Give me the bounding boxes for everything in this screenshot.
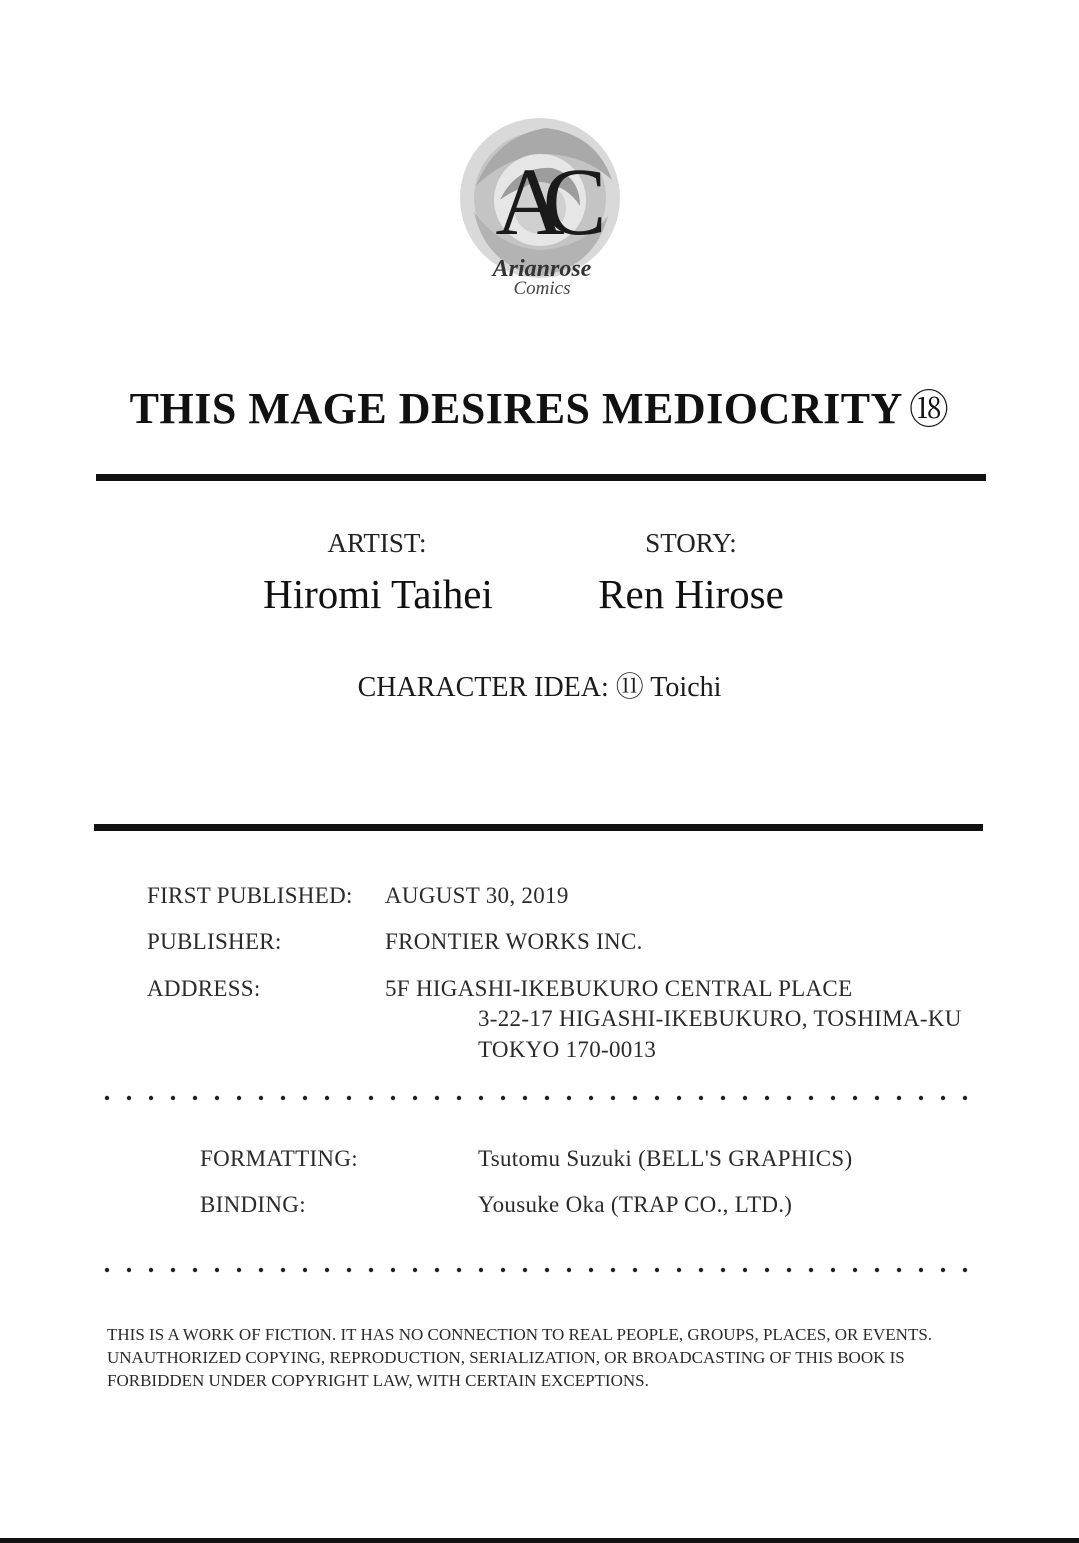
formatting-label: FORMATTING: (200, 1146, 358, 1171)
divider-dot (237, 1096, 241, 1100)
divider-dot (127, 1268, 131, 1272)
divider-dot (963, 1268, 967, 1272)
divider-dot (787, 1268, 791, 1272)
divider-dot (435, 1096, 439, 1100)
divider-dot (413, 1096, 417, 1100)
divider-dot (853, 1268, 857, 1272)
divider-dot (721, 1268, 725, 1272)
publisher-label: PUBLISHER: (147, 929, 282, 954)
divider-dot (633, 1268, 637, 1272)
bottom-edge-rule (0, 1538, 1079, 1543)
divider-dot (545, 1268, 549, 1272)
divider-dot (457, 1268, 461, 1272)
divider-dot (369, 1268, 373, 1272)
publisher-value: FRONTIER WORKS INC. (385, 929, 643, 954)
divider-dot (611, 1096, 615, 1100)
binding-label: BINDING: (200, 1192, 306, 1217)
divider-dot (743, 1096, 747, 1100)
divider-dot (303, 1096, 307, 1100)
divider-dot (567, 1096, 571, 1100)
divider-top (96, 474, 986, 481)
divider-dot (391, 1096, 395, 1100)
address-line-2: 3-22-17 HIGASHI-IKEBUKURO, TOSHIMA-KU (478, 1006, 962, 1031)
character-idea-credit: CHARACTER IDEA: ⑪ Toichi (357, 672, 722, 703)
divider-dot (501, 1096, 505, 1100)
divider-dot (897, 1268, 901, 1272)
address-label: ADDRESS: (147, 976, 261, 1001)
divider-dot (413, 1268, 417, 1272)
address-line-3: TOKYO 170-0013 (478, 1037, 657, 1062)
divider-dot (303, 1268, 307, 1272)
legal-notice-line-3: FORBIDDEN UNDER COPYRIGHT LAW, WITH CERTAIN EXCEPTIONS. (107, 1371, 649, 1390)
divider-dot (809, 1268, 813, 1272)
first-published-label: FIRST PUBLISHED: (147, 883, 353, 908)
divider-dot (523, 1268, 527, 1272)
divider-dot (369, 1096, 373, 1100)
divider-dot (347, 1096, 351, 1100)
divider-dot (699, 1096, 703, 1100)
divider-dot (655, 1268, 659, 1272)
divider-dot (281, 1096, 285, 1100)
divider-dot (215, 1096, 219, 1100)
artist-label: ARTIST: (327, 528, 427, 558)
divider-dot (655, 1096, 659, 1100)
divider-dot (193, 1096, 197, 1100)
divider-dot (699, 1268, 703, 1272)
divider-dot (479, 1268, 483, 1272)
divider-dot (919, 1268, 923, 1272)
divider-dot (677, 1096, 681, 1100)
legal-notice-line-2: UNAUTHORIZED COPYING, REPRODUCTION, SERIALIZATION, OR BROADCASTING OF THIS BOOK IS (107, 1348, 905, 1367)
divider-dot (325, 1268, 329, 1272)
divider-dot (765, 1268, 769, 1272)
logo-wordmark-arianrose: Arianrose (492, 256, 592, 282)
divider-dot (259, 1096, 263, 1100)
divider-dot (963, 1096, 967, 1100)
legal-notice (107, 1323, 1007, 1392)
divider-dot (721, 1096, 725, 1100)
first-published-value: AUGUST 30, 2019 (385, 883, 569, 908)
divider-dot (105, 1096, 109, 1100)
divider-dot (589, 1096, 593, 1100)
legal-notice-line-1: THIS IS A WORK OF FICTION. IT HAS NO CONNECTION TO REAL PEOPLE, GROUPS, PLACES, OR EVENTS. (107, 1325, 933, 1344)
divider-dot (237, 1268, 241, 1272)
divider-dot (149, 1268, 153, 1272)
divider-dot (941, 1096, 945, 1100)
formatting-value: Tsutomu Suzuki (BELL'S GRAPHICS) (478, 1146, 853, 1171)
volume-number: ⑱ (908, 387, 950, 432)
divider-dot (501, 1268, 505, 1272)
divider-dot (831, 1096, 835, 1100)
divider-dot (391, 1268, 395, 1272)
divider-dot (325, 1096, 329, 1100)
divider-dot (215, 1268, 219, 1272)
address-line-1: 5F HIGASHI-IKEBUKURO CENTRAL PLACE (385, 976, 853, 1001)
artist-name: Hiromi Taihei (263, 571, 493, 617)
divider-dot (171, 1096, 175, 1100)
divider-dot (545, 1096, 549, 1100)
divider-dot (479, 1096, 483, 1100)
arianrose-comics-logo (456, 116, 624, 302)
divider-dot (633, 1096, 637, 1100)
divider-dot (567, 1268, 571, 1272)
divider-dot (787, 1096, 791, 1100)
divider-dot (919, 1096, 923, 1100)
divider-dot (105, 1268, 109, 1272)
divider-dot (765, 1096, 769, 1100)
divider-dot (127, 1096, 131, 1100)
divider-dot (611, 1268, 615, 1272)
divider-dot (677, 1268, 681, 1272)
divider-middle (94, 824, 983, 831)
divider-dot (193, 1268, 197, 1272)
logo-monogram: AC (495, 148, 585, 255)
divider-dot (941, 1268, 945, 1272)
divider-dot (523, 1096, 527, 1100)
divider-dot (853, 1096, 857, 1100)
binding-value: Yousuke Oka (TRAP CO., LTD.) (478, 1192, 793, 1217)
divider-dot (875, 1096, 879, 1100)
divider-dot (457, 1096, 461, 1100)
divider-dot (875, 1268, 879, 1272)
divider-dot (831, 1268, 835, 1272)
divider-dot (743, 1268, 747, 1272)
divider-dot (149, 1096, 153, 1100)
book-title-text: THIS MAGE DESIRES MEDIOCRITY (129, 384, 903, 433)
divider-dot (171, 1268, 175, 1272)
divider-dot (809, 1096, 813, 1100)
dotted-divider-2 (100, 1267, 980, 1273)
divider-dot (589, 1268, 593, 1272)
story-name: Ren Hirose (598, 571, 784, 617)
divider-dot (897, 1096, 901, 1100)
divider-dot (281, 1268, 285, 1272)
story-label: STORY: (645, 528, 737, 558)
dotted-divider-1 (100, 1095, 980, 1101)
divider-dot (259, 1268, 263, 1272)
divider-dot (347, 1268, 351, 1272)
logo-wordmark-comics: Comics (513, 278, 571, 299)
divider-dot (435, 1268, 439, 1272)
book-title (0, 378, 1079, 435)
